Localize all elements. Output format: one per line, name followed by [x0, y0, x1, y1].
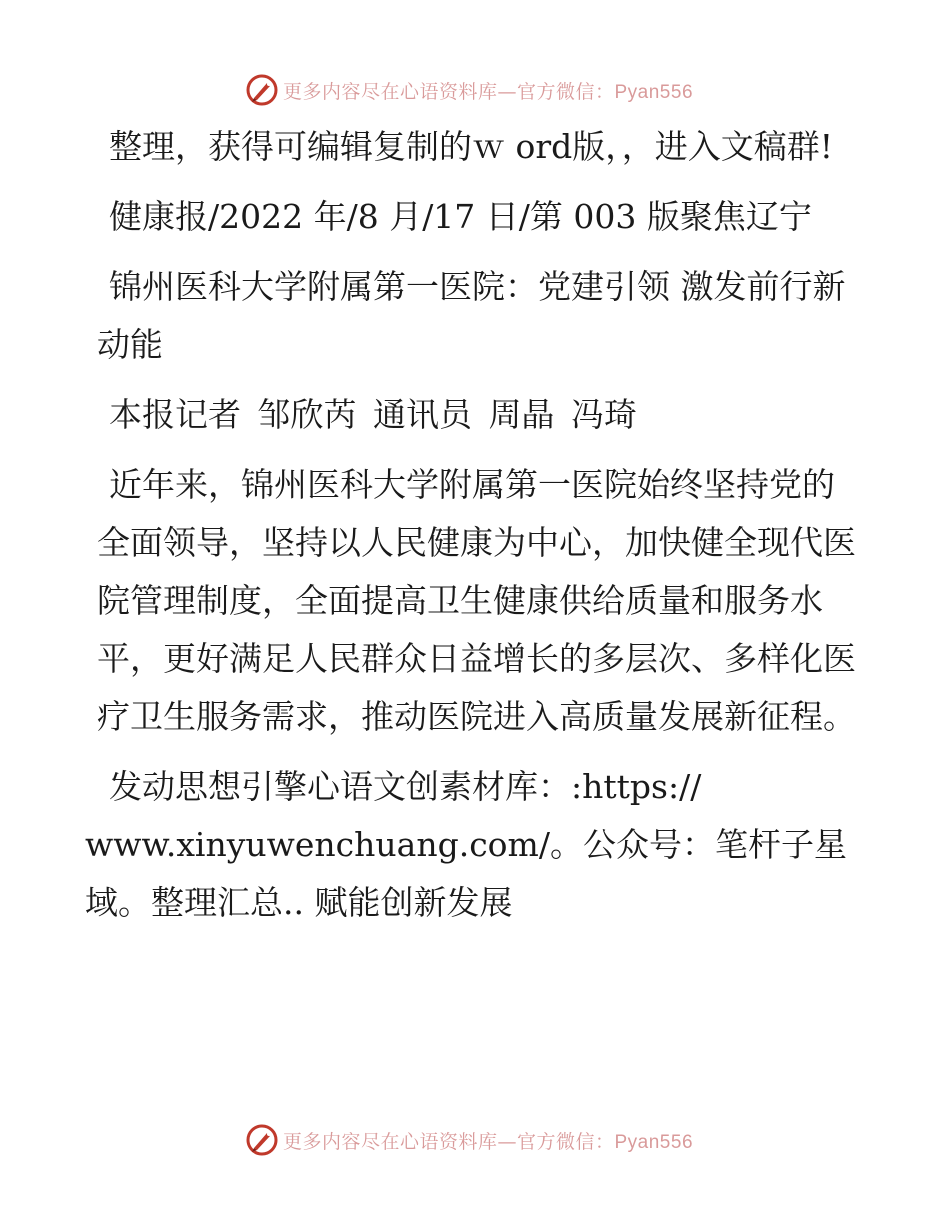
watermark-wechat-id: Pyan556 [614, 81, 694, 103]
watermark-text: 更多内容尽在心语资料库—官方微信：Pyan556 [282, 1130, 694, 1153]
document-body [85, 118, 857, 944]
pen-logo-icon [245, 1123, 279, 1157]
watermark-text: 更多内容尽在心语资料库—官方微信：Pyan556 [282, 80, 694, 103]
body-paragraph: 近年来，锦州医科大学附属第一医院始终坚持党的全面领导，坚持以人民健康为中心，加快健全现代医院管理制度，全面提高卫生健康供给质量和服务水平，更好满足人民群众日益增长的多层次、多样化医疗卫生服务需求，推动医院进入高质量发展新征程。 [97, 465, 856, 736]
promo-line-1: 发动思想引擎心语文创素材库：:https:// [109, 767, 702, 806]
pen-logo-icon [245, 73, 279, 107]
header-watermark [0, 70, 950, 110]
footer-watermark [0, 1120, 950, 1160]
source-line: 健康报/2022 年/8 月/17 日/第 003 版聚焦辽宁 [109, 197, 812, 236]
article-title: 锦州医科大学附属第一医院：党建引领 激发前行新动能 [97, 267, 846, 364]
intro-paragraph: 整理，获得可编辑复制的ｗ ord版，，进入文稿群! [109, 127, 834, 166]
promo-line-2: www.xinyuwenchuang.com/。公众号：笔杆子星域。整理汇总.. 赋能创新发展 [85, 825, 847, 922]
watermark-wechat-id: Pyan556 [614, 1131, 694, 1153]
byline: 本报记者 邹欣芮 通讯员 周晶 冯琦 [109, 395, 637, 434]
promo-paragraph [85, 758, 857, 932]
